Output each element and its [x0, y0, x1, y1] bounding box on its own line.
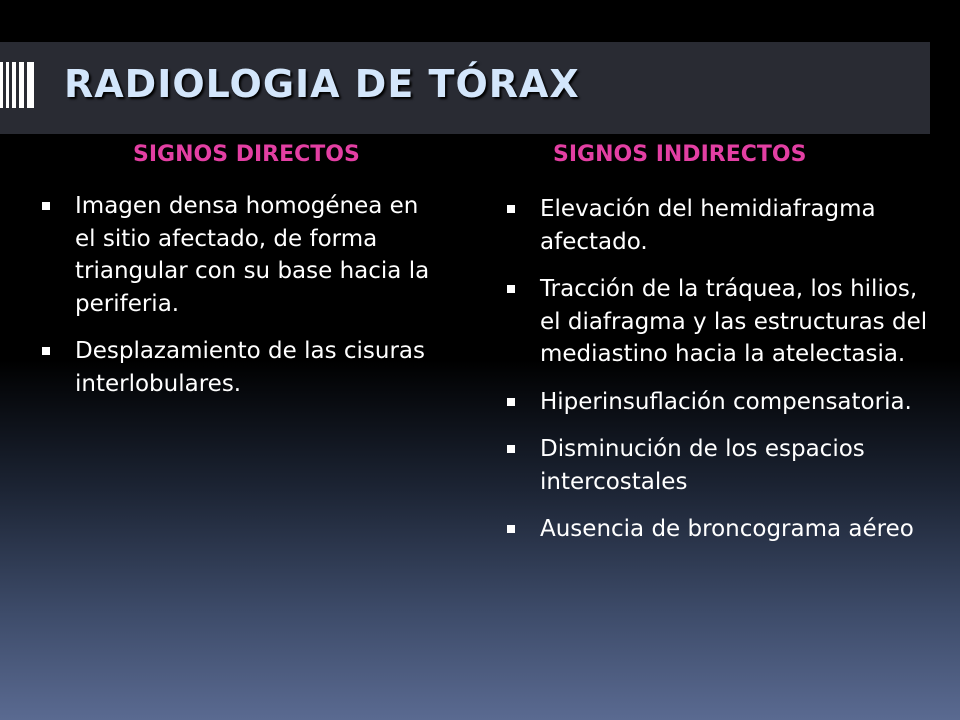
square-bullet-icon: [507, 445, 515, 453]
title-stripes-decoration: [0, 62, 34, 108]
list-item: [505, 193, 945, 258]
square-bullet-icon: [507, 285, 515, 293]
list-item-text: Imagen densa homogénea en el sitio afectado, de forma triangular con su base hacia la periferia.: [75, 193, 430, 317]
list-item-text: Ausencia de broncograma aéreo: [540, 516, 914, 542]
square-bullet-icon: [42, 202, 50, 210]
square-bullet-icon: [507, 205, 515, 213]
list-item-text: Elevación del hemidiafragma afectado.: [540, 196, 876, 255]
list-item-text: Hiperinsuflación compensatoria.: [540, 388, 912, 415]
column-heading-direct-signs: SIGNOS DIRECTOS: [133, 142, 360, 167]
square-bullet-icon: [507, 398, 515, 406]
slide-title: RADIOLOGIA DE TÓRAX: [64, 62, 580, 106]
list-item: [40, 190, 440, 320]
indirect-signs-list: [505, 193, 945, 561]
list-item: [505, 273, 945, 371]
list-item-text: Desplazamiento de las cisuras interlobulares.: [75, 338, 425, 397]
list-item-text: Disminución de los espacios intercostales: [540, 436, 865, 495]
square-bullet-icon: [42, 347, 50, 355]
column-heading-indirect-signs: SIGNOS INDIRECTOS: [553, 142, 807, 167]
list-item: [505, 513, 945, 546]
list-item: [505, 386, 945, 419]
list-item: [40, 335, 440, 400]
direct-signs-list: [40, 190, 440, 415]
list-item: [505, 433, 945, 498]
list-item-text: Tracción de la tráquea, los hilios, el diafragma y las estructuras del mediastino hacia la atelectasia.: [540, 276, 928, 367]
square-bullet-icon: [507, 525, 515, 533]
